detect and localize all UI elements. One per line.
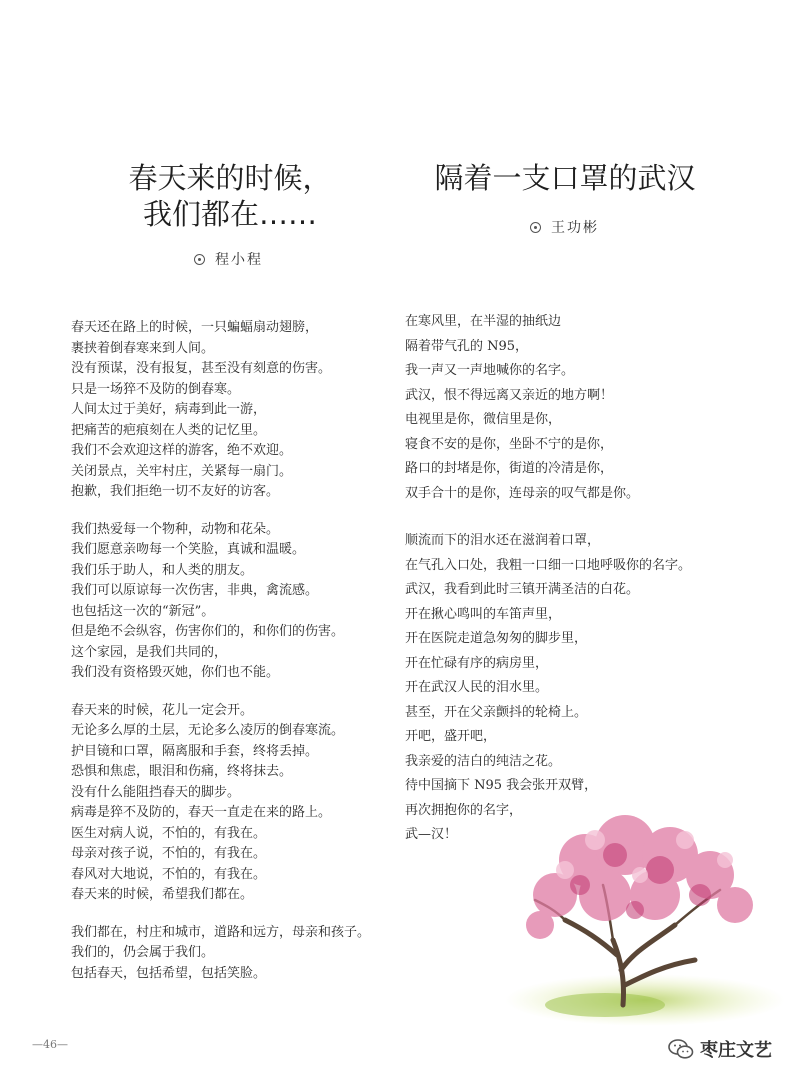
poem-line: 我亲爱的洁白的纯洁之花。 [405, 753, 562, 769]
poem-line: 武汉，我看到此时三镇开满圣洁的白花。 [405, 582, 640, 597]
poem-line: 这个家园，是我们共同的， [71, 644, 228, 660]
poem-stanza [71, 318, 401, 503]
poem-line: 甚至，开在父亲颤抖的轮椅上。 [405, 704, 588, 720]
poem-line: 我们不会欢迎这样的游客，绝不欢迎。 [71, 443, 293, 458]
poem-line: 顺流而下的泪水还在滋润着口罩， [405, 533, 601, 548]
poem-line: 没有预谋，没有报复，甚至没有刻意的伤害。 [71, 361, 332, 376]
poem-line: 开在揪心鸣叫的车笛声里， [405, 606, 562, 622]
poem-line: 春天还在路上的时候，一只蝙蝠扇动翅膀， [71, 320, 319, 335]
poem-line: 开在武汉人民的泪水里。 [405, 680, 549, 695]
page-number: —46— [32, 1038, 68, 1051]
watermark-text: 枣庄文艺 [700, 1040, 772, 1061]
right-poem-title: 隔着一支口罩的武汉 [434, 161, 696, 195]
poem-line: 母亲对孩子说，不怕的，有我在。 [71, 846, 267, 861]
poem-line: 抱歉，我们拒绝一切不友好的访客。 [71, 484, 280, 499]
poem-line: 春天来的时候，希望我们都在。 [71, 887, 254, 902]
right-poem-body [405, 310, 725, 871]
poem-line: 春天来的时候，花儿一定会开。 [71, 702, 254, 718]
circle-mark-icon [530, 222, 541, 233]
poem-line: 包括春天，包括希望，包括笑脸。 [71, 965, 267, 981]
poem-line: 我们热爱每一个物种，动物和花朵。 [71, 521, 280, 537]
poem-line: 寝食不安的是你，坐卧不宁的是你， [405, 436, 614, 452]
poem-line: 我们没有资格毁灭她，你们也不能。 [71, 665, 280, 680]
left-poem-title [100, 160, 360, 232]
left-poem-body [71, 318, 401, 1001]
poem-line: 我们可以原谅每一次伤害，非典，禽流感。 [71, 583, 319, 598]
poem-line: 待中国摘下 N95 我会张开双臂， [405, 778, 598, 793]
poem-line: 开在忙碌有序的病房里， [405, 655, 549, 671]
poem-line: 病毒是猝不及防的，春天一直走在来的路上。 [71, 805, 332, 820]
left-title-line-2: 我们都在…… [142, 197, 317, 231]
poem-line: 春风对大地说，不怕的，有我在。 [71, 866, 267, 882]
poem-line: 我们愿意亲吻每一个笑脸，真诚和温暖。 [71, 542, 306, 557]
poem-line: 没有什么能阻挡春天的脚步。 [71, 784, 241, 800]
left-author-name: 程小程 [215, 252, 263, 268]
left-title-line-1: 春天来的时候， [128, 161, 332, 195]
poem-line: 把痛苦的疤痕刻在人类的记忆里。 [71, 422, 267, 438]
poem-line: 但是绝不会纵容，伤害你们的，和你们的伤害。 [71, 624, 345, 639]
poem-line: 只是一场猝不及防的倒春寒。 [71, 381, 241, 397]
poem-line: 无论多么厚的土层，无论多么凌厉的倒春寒流。 [71, 723, 345, 738]
poem-stanza [71, 701, 401, 906]
poem-line: 也包括这一次的“新冠”。 [71, 603, 215, 619]
poem-stanza [71, 923, 401, 985]
poem-line: 我们乐于助人，和人类的朋友。 [71, 562, 254, 578]
poem-line: 裹挟着倒春寒来到人间。 [71, 340, 215, 356]
poem-line: 武—汉！ [405, 827, 458, 842]
blossom-tree-illustration [495, 800, 785, 1030]
poem-line: 恐惧和焦虑，眼泪和伤痛，终将抹去。 [71, 764, 293, 779]
poem-line: 在气孔入口处，我粗一口细一口地呼吸你的名字。 [405, 557, 692, 573]
poem-line: 开在医院走道急匆匆的脚步里， [405, 631, 588, 646]
poem-line: 医生对病人说，不怕的，有我在。 [71, 825, 267, 841]
poem-line: 我们的，仍会属于我们。 [71, 945, 215, 960]
poem-line: 人间太过于美好，病毒到此一游， [71, 402, 267, 417]
wechat-icon [668, 1038, 694, 1060]
poem-stanza [71, 520, 401, 684]
left-author [194, 249, 263, 269]
poem-line: 路口的封堵是你，街道的冷清是你， [405, 461, 614, 476]
poem-line: 双手合十的是你，连母亲的叹气都是你。 [405, 485, 640, 501]
circle-mark-icon [194, 254, 205, 265]
right-author [530, 217, 599, 237]
poem-line: 关闭景点，关牢村庄，关紧每一扇门。 [71, 463, 293, 479]
poem-line: 电视里是你，微信里是你， [405, 412, 562, 427]
poem-line: 我一声又一声地喊你的名字。 [405, 363, 575, 378]
right-author-name: 王功彬 [551, 220, 599, 236]
poem-line: 武汉，恨不得远离又亲近的地方啊！ [405, 387, 614, 403]
poem-line: 我们都在，村庄和城市，道路和远方，母亲和孩子。 [71, 924, 371, 940]
poem-line: 在寒风里，在半湿的抽纸边 [405, 314, 562, 329]
poem-line: 隔着带气孔的 N95， [405, 338, 529, 354]
poem-line: 护目镜和口罩，隔离服和手套，终将丢掉。 [71, 743, 319, 759]
poem-line: 开吧，盛开吧， [405, 729, 497, 744]
poem-line: 再次拥抱你的名字， [405, 802, 523, 818]
poem-stanza [405, 310, 725, 506]
watermark [668, 1036, 772, 1062]
